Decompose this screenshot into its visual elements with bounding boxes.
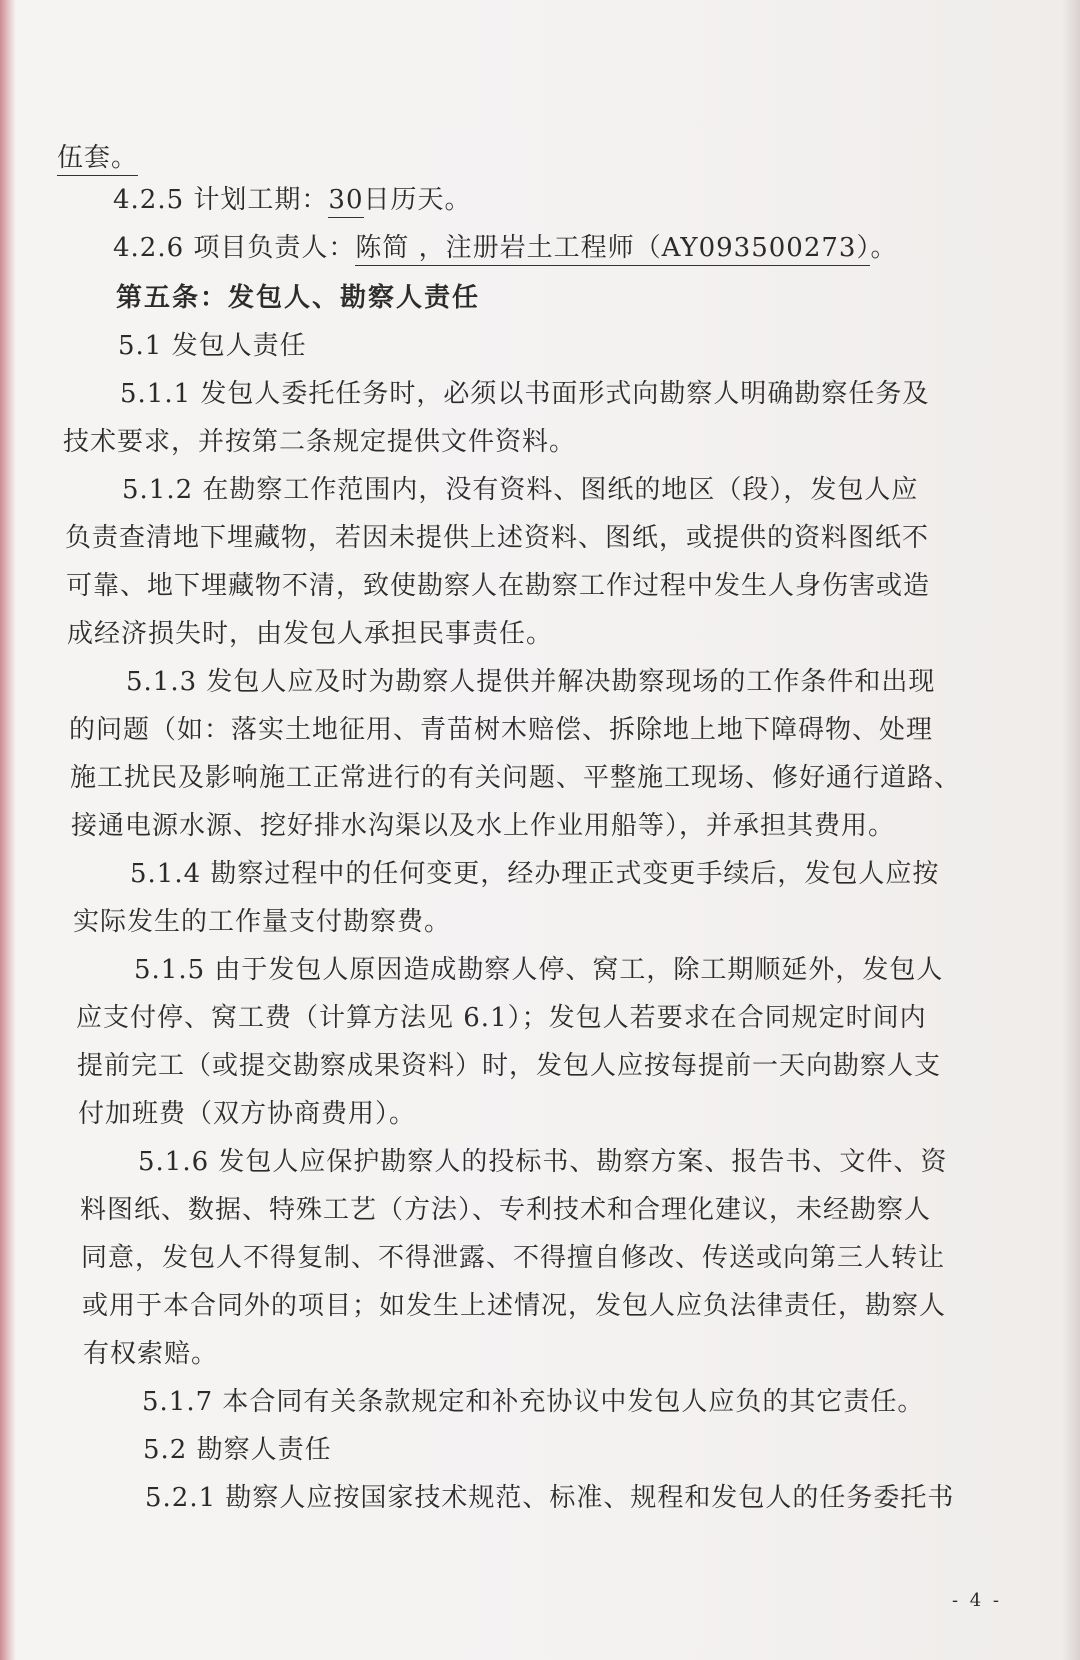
paragraph-line: 应支付停、窝工费（计算方法见 6.1）；发包人若要求在合同规定时间内 <box>76 1003 927 1033</box>
paragraph-line: 5.1.5 由于发包人原因造成勘察人停、窝工，除工期顺延外，发包人 <box>134 955 944 985</box>
paragraph-line: 5.1.3 发包人应及时为勘察人提供并解决勘察现场的工作条件和出现 <box>126 667 936 697</box>
paragraph-line: 负责查清地下埋藏物，若因未提供上述资料、图纸，或提供的资料图纸不 <box>65 523 930 553</box>
page-edge-right <box>1062 0 1080 1660</box>
paragraph-line: 接通电源水源、挖好排水沟渠以及水上作业用船等），并承担其费用。 <box>71 811 896 841</box>
paragraph-line: 有权索赔。 <box>83 1339 219 1369</box>
section-5-2-title: 5.2 勘察人责任 <box>143 1435 332 1465</box>
paragraph-line: 5.2.1 勘察人应按国家技术规范、标准、规程和发包人的任务委托书 <box>145 1483 955 1513</box>
paragraph-line: 实际发生的工作量支付勘察费。 <box>73 907 452 937</box>
paragraph-line: 的问题（如：落实土地征用、青苗树木赔偿、拆除地上地下障碍物、处理 <box>69 715 934 745</box>
section-5-1-title: 5.1 发包人责任 <box>118 331 307 361</box>
page-number: - 4 - <box>951 1590 1002 1611</box>
paragraph-line: 5.1.7 本合同有关条款规定和补充协议中发包人应负的其它责任。 <box>142 1387 925 1417</box>
paragraph-line: 或用于本合同外的项目；如发生上述情况，发包人应负法律责任，勘察人 <box>82 1291 947 1321</box>
schedule-days-value: 30 <box>328 185 363 218</box>
paragraph-line: 料图纸、数据、特殊工艺（方法）、专利技术和合理化建议，未经勘察人 <box>80 1195 932 1225</box>
project-leader-value: 陈简 ，注册岩土工程师（AY093500273） <box>355 233 870 266</box>
article-5-heading: 第五条：发包人、勘察人责任 <box>116 283 481 313</box>
continuation-line: 伍套。 <box>57 142 138 174</box>
clause-4-2-5: 4.2.5 计划工期：30日历天。 <box>113 184 472 216</box>
paragraph-line: 提前完工（或提交勘察成果资料）时，发包人应按每提前一天向勘察人支 <box>77 1051 942 1081</box>
paragraph-line: 施工扰民及影响施工正常进行的有关问题、平整施工现场、修好通行道路、 <box>70 763 962 793</box>
paragraph-line: 技术要求，并按第二条规定提供文件资料。 <box>63 427 577 457</box>
paragraph-line: 5.1.6 发包人应保护勘察人的投标书、勘察方案、报告书、文件、资 <box>138 1147 948 1177</box>
paragraph-line: 同意，发包人不得复制、不得泄露、不得擅自修改、传送或向第三人转让 <box>81 1243 946 1273</box>
paragraph-line: 5.1.1 发包人委托任务时，必须以书面形式向勘察人明确勘察任务及 <box>120 379 930 409</box>
page-edge-left <box>0 0 16 1660</box>
paragraph-line: 付加班费（双方协商费用）。 <box>78 1099 417 1129</box>
paragraph-line: 5.1.2 在勘察工作范围内，没有资料、图纸的地区（段），发包人应 <box>122 475 919 505</box>
paragraph-line: 成经济损失时，由发包人承担民事责任。 <box>67 619 554 649</box>
paragraph-line: 5.1.4 勘察过程中的任何变更，经办理正式变更手续后，发包人应按 <box>130 859 940 889</box>
clause-4-2-6: 4.2.6 项目负责人：陈简 ，注册岩土工程师（AY093500273）。 <box>113 232 897 264</box>
paragraph-line: 可靠、地下埋藏物不清，致使勘察人在勘察工作过程中发生人身伤害或造 <box>66 571 931 601</box>
